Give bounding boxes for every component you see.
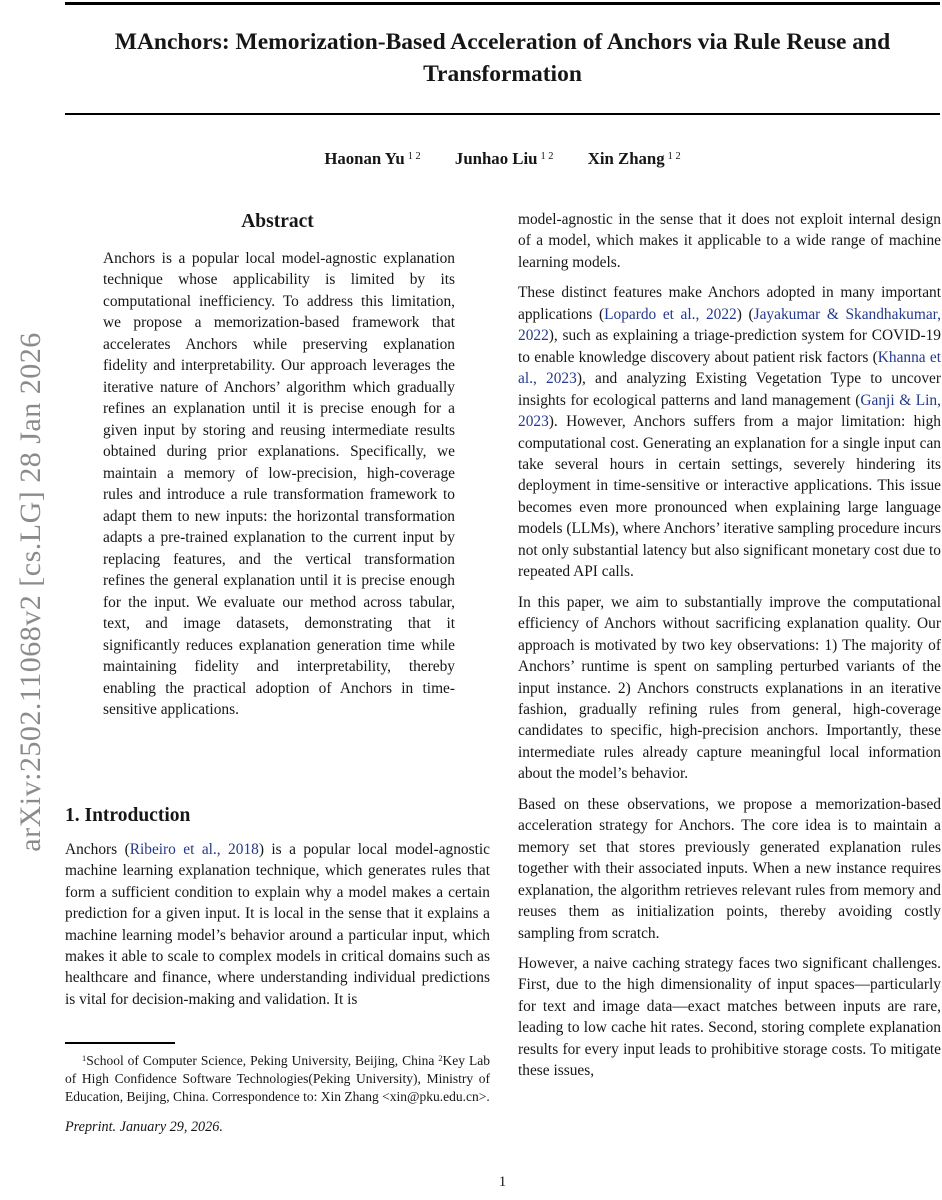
abstract-heading: Abstract	[241, 211, 314, 232]
author-2-name: Junhao Liu	[454, 149, 538, 168]
citation-link[interactable]: Ribeiro et al., 2018	[129, 841, 259, 858]
affiliation-footnote	[65, 1050, 490, 1106]
header-rule-bottom	[65, 113, 940, 115]
citation-link[interactable]: Lopardo et al., 2022	[604, 305, 737, 323]
abstract-body: Anchors is a popular local model-agnostic explanation technique whose applicability is limited by its computational inefficiency. To address this limitation, we propose a memorization-based framework that accelerates Anchors while preserving explanation fidelity and interpretability. Our approach leverages the iterative nature of Anchors’ algorithm which gradually refines an explanation until it is precise enough for a given input by storing and reusing intermediate results obtained during prior explanations. Specifically, we maintain a memory of low-precision, high-coverage rules and introduce a rule transformation framework to adapt them to new inputs: the horizontal transformation adapts a pre-trained explanation to the current input by replacing features, and the vertical transformation refines the general explanation until it is precise enough for the input. We evaluate our method across tabular, text, and image datasets, demonstrating that it significantly reduces explanation generation time while maintaining fidelity and interpretability, thereby enabling the practical adoption of Anchors in time-sensitive applications.	[103, 249, 455, 718]
left-column	[65, 211, 490, 721]
footnote-marker: 1	[82, 1054, 87, 1063]
text-segment: In this paper, we aim to substantially improve the computational efficiency of Anchors without sacrificing explanation quality. Our approach is motivated by two key observations: 1) The majority of Anchors’ runtime is spent on sampling perturbed variants of the input instance. 2) Anchors constructs explanations in an iterative fashion, gradually refining rules from general, high-coverage candidates to specific, high-precision anchors. Importantly, these intermediate rules already capture meaningful local information about the model’s behavior.	[518, 593, 941, 783]
author-1	[324, 149, 420, 168]
introduction-heading: 1. Introduction	[65, 805, 191, 826]
text-segment: Anchors (	[65, 841, 130, 858]
paper-title-line-2: Transformation	[423, 61, 582, 87]
author-list	[65, 149, 940, 169]
citation-link[interactable]: Khanna et al., 2023	[518, 348, 941, 388]
footnote-rule	[65, 1042, 175, 1044]
right-paragraph-3	[518, 592, 941, 785]
author-1-affiliation-sup: 1 2	[407, 151, 421, 163]
paper-title-line-1: MAnchors: Memorization-Based Acceleration of Anchors via Rule Reuse and	[114, 29, 891, 55]
text-segment: ). However, Anchors suffers from a major limitation: high computational cost. Generating an explanation for a single input can take several hours in certain settings, severely hindering its deployment in time-sensitive or interactive applications. This issue becomes even more pronounced when explaining large language models (LLMs), where Anchors’ iterative sampling procedure incurs not only substantial latency but also significant monetary cost due to repeated API calls.	[518, 413, 941, 581]
arxiv-watermark: arXiv:2502.11068v2 [cs.LG] 28 Jan 2026	[14, 332, 47, 852]
text-segment: These distinct features make Anchors adopted in many important applications (	[518, 284, 941, 323]
header-rule-top	[65, 2, 940, 5]
citation-link[interactable]: Jayakumar & Skandhakumar, 2022	[518, 305, 942, 345]
text-segment: ) (	[736, 305, 754, 323]
right-paragraph-4	[518, 794, 941, 944]
author-2-affiliation-sup: 1 2	[540, 151, 554, 163]
page-number: 1	[498, 1174, 507, 1190]
text-segment: ), such as explaining a triage-prediction system for COVID-19 to enable knowledge discovery about patient risk factors (	[518, 327, 941, 366]
right-paragraph-2	[518, 282, 941, 582]
author-3-affiliation-sup: 1 2	[667, 151, 681, 163]
footnote-block	[65, 1042, 490, 1136]
paper-title	[65, 26, 940, 90]
footnote-marker: 2	[438, 1054, 443, 1063]
introduction-paragraph	[65, 839, 490, 1010]
introduction-section	[65, 805, 490, 1010]
text-segment: Key Lab of High Confidence Software Technologies(Peking University), Ministry of Education, Beijing, China. Correspondence to: Xin Zhang <xin@pku.edu.cn>.	[65, 1052, 490, 1105]
preprint-notice: Preprint. January 29, 2026.	[65, 1119, 223, 1136]
text-segment: However, a naive caching strategy faces two significant challenges. First, due to the high dimensionality of input spaces—particularly for text and image data—exact matches between inputs are rare, leading to low cache hit rates. Second, storing complete explanation results for every input leads to prohibitive storage costs. To mitigate these issues,	[518, 954, 941, 1080]
text-segment: School of Computer Science, Peking University, Beijing, China	[86, 1052, 439, 1068]
text-segment: ), and analyzing Existing Vegetation Type to uncover insights for ecological patterns and land management (	[518, 370, 942, 409]
author-3	[588, 149, 681, 168]
author-3-name: Xin Zhang	[587, 149, 665, 168]
author-2	[455, 149, 554, 168]
right-paragraph-5	[518, 953, 941, 1082]
text-segment: Based on these observations, we propose a memorization-based acceleration strategy for Anchors. The core idea is to maintain a memory set that stores previously generated explanation rules together with their associated inputs. When a new instance requires explanation, the algorithm retrieves relevant rules from memory and reuses them as initialization points, thereby avoiding costly sampling from scratch.	[518, 795, 941, 942]
citation-link[interactable]: Ganji & Lin, 2023	[518, 391, 941, 431]
text-segment: ) is a popular local model-agnostic machine learning explanation technique, which generates rules that form a sufficient condition to explain why a model makes a certain prediction for a given input. It is local in the sense that it explains a machine learning model’s behavior around a particular input, which makes it able to scale to complex models in critical domains such as healthcare and finance, where understanding individual predictions is vital for decision-making and validation. It is	[65, 841, 490, 1008]
author-1-name: Haonan Yu	[324, 149, 405, 168]
text-segment: model-agnostic in the sense that it does not exploit internal design of a model, which makes it applicable to a wide range of machine learning models.	[518, 211, 941, 271]
right-column	[518, 209, 941, 1091]
right-paragraph-1	[518, 209, 941, 273]
